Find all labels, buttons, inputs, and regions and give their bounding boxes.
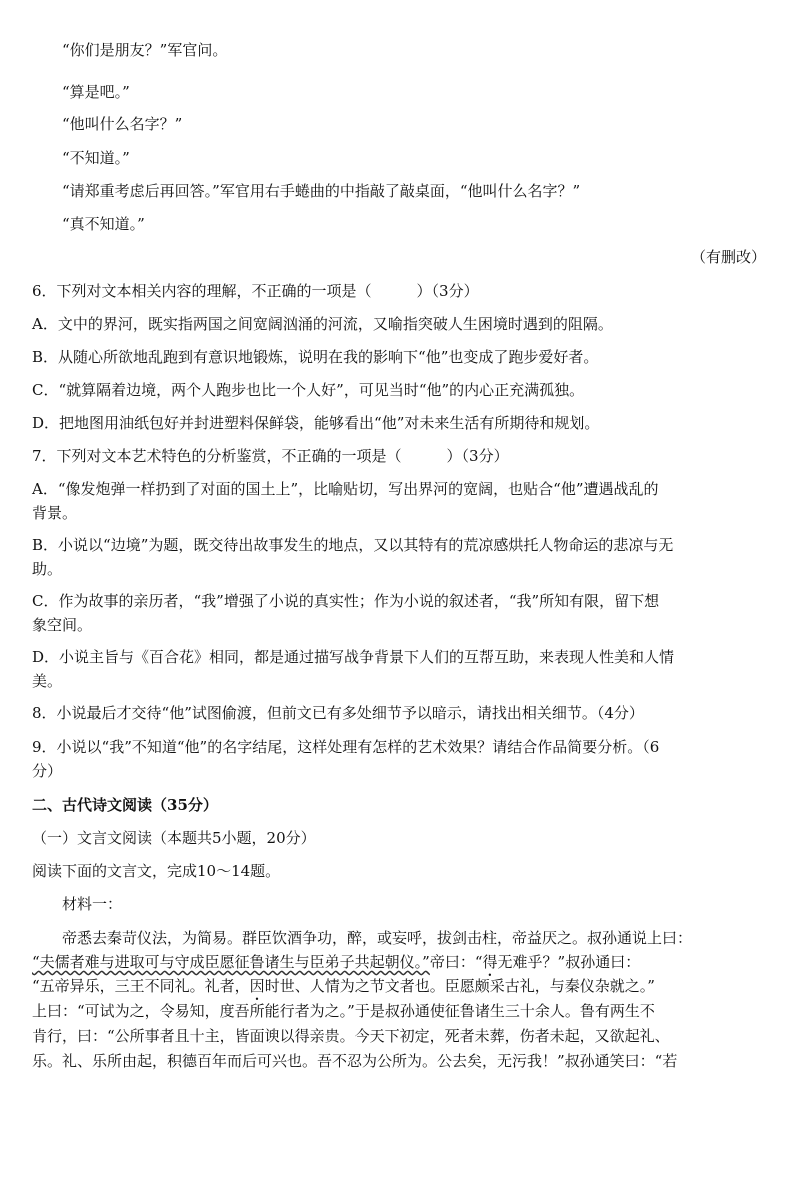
passage-line-3 [32, 976, 772, 1004]
passage-line-2-mid: 帝曰：“ [429, 953, 483, 971]
passage-line-1: 帝悉去秦苛仪法，为简易。群臣饮酒争功，醉，或妄呼，拔剑击柱，帝益厌之。叔孙通说上曰： [62, 929, 693, 947]
dialogue-line-6: “真不知道。” [62, 215, 145, 233]
question-7-option-b-line-1: B．小说以“边境”为题，既交待出故事发生的地点，又以其特有的荒凉感烘托人物命运的悲凉与无 [32, 536, 674, 554]
question-9-line-1: 9．小说以“我”不知道“他”的名字结尾，这样处理有怎样的艺术效果？请结合作品简要分析。（6 [32, 738, 660, 756]
question-6-option-d: D．把地图用油纸包好并封进塑料保鲜袋，能够看出“他”对未来生活有所期待和规划。 [32, 414, 600, 432]
question-6-option-c: C．“就算隔着边境，两个人跑步也比一个人好”，可见当时“他”的内心正充满孤独。 [32, 381, 585, 399]
question-8: 8．小说最后才交待“他”试图偷渡，但前文已有多处细节予以暗示，请找出相关细节。（4分） [32, 704, 644, 722]
material-one-label: 材料一： [62, 895, 123, 913]
question-7-option-d-line-2: 美。 [32, 672, 63, 690]
question-6-option-a: A．文中的界河，既实指两国之间宽阔汹涌的河流，又喻指突破人生困境时遇到的阻隔。 [32, 315, 613, 333]
question-7-option-a-line-2: 背景。 [32, 504, 78, 522]
passage-line-6: 乐。礼、乐所由起，积德百年而后可兴也。吾不忍为公所为。公去矣，无污我！”叔孙通笑曰：“若 [32, 1052, 678, 1070]
question-9-line-2: 分） [32, 762, 63, 780]
question-6-option-b: B．从随心所欲地乱跑到有意识地锻炼，说明在我的影响下“他”也变成了跑步爱好者。 [32, 348, 599, 366]
dialogue-line-3: “他叫什么名字？” [62, 115, 183, 133]
subsection-1-heading: （一）文言文阅读（本题共5小题，20分） [32, 829, 316, 847]
question-7-option-c-line-1: C．作为故事的亲历者，“我”增强了小说的真实性；作为小说的叙述者，“我”所知有限，留下想 [32, 592, 660, 610]
section-2-heading: 二、古代诗文阅读（35分） [32, 796, 218, 814]
passage-line-3-end: 时世、人情为之节文者也。臣愿颇采古礼，与秦仪杂就之。” [264, 977, 655, 995]
question-7-option-a-line-1: A．“像发炮弹一样扔到了对面的国土上”，比喻贴切，写出界河的宽阔，也贴合“他”遭遇战乱的 [32, 480, 659, 498]
reading-instruction: 阅读下面的文言文，完成10～14题。 [32, 862, 281, 880]
dialogue-line-4: “不知道。” [62, 149, 130, 167]
edit-note: （有删改） [690, 248, 766, 266]
question-7-option-c-line-2: 象空间。 [32, 616, 93, 634]
question-6-stem: 6．下列对文本相关内容的理解，不正确的一项是（ ）（3分） [32, 282, 479, 300]
dotted-character-de: 得 [482, 953, 498, 971]
question-7-option-d-line-1: D．小说主旨与《百合花》相同，都是通过描写战争背景下人们的互帮互助，来表现人性美和人情 [32, 648, 675, 666]
passage-line-4: 上曰：“可试为之，令易知，度吾所能行者为之。”于是叔孙通使征鲁诸生三十余人。鲁有两生不 [32, 1002, 655, 1020]
passage-line-2-end: 无难乎？”叔孙通曰： [497, 953, 641, 971]
dotted-character-yin: 因 [249, 977, 265, 995]
passage-line-3-start: “五帝异乐，三王不同礼。礼者， [32, 977, 250, 995]
wavy-underlined-sentence: “夫儒者难与进取可与守成臣愿征鲁诸生与臣弟子共起朝仪。” [32, 953, 430, 971]
dialogue-line-1: “你们是朋友？”军官问。 [62, 41, 228, 59]
question-7-option-b-line-2: 助。 [32, 560, 63, 578]
dialogue-line-2: “算是吧。” [62, 83, 130, 101]
passage-line-5: 肯行，曰：“公所事者且十主，皆面谀以得亲贵。今天下初定，死者未葬，伤者未起，又欲起礼、 [32, 1027, 670, 1045]
dialogue-line-5: “请郑重考虑后再回答。”军官用右手蜷曲的中指敲了敲桌面，“他叫什么名字？” [62, 182, 581, 200]
question-7-stem: 7．下列对文本艺术特色的分析鉴赏，不正确的一项是（ ）（3分） [32, 447, 509, 465]
